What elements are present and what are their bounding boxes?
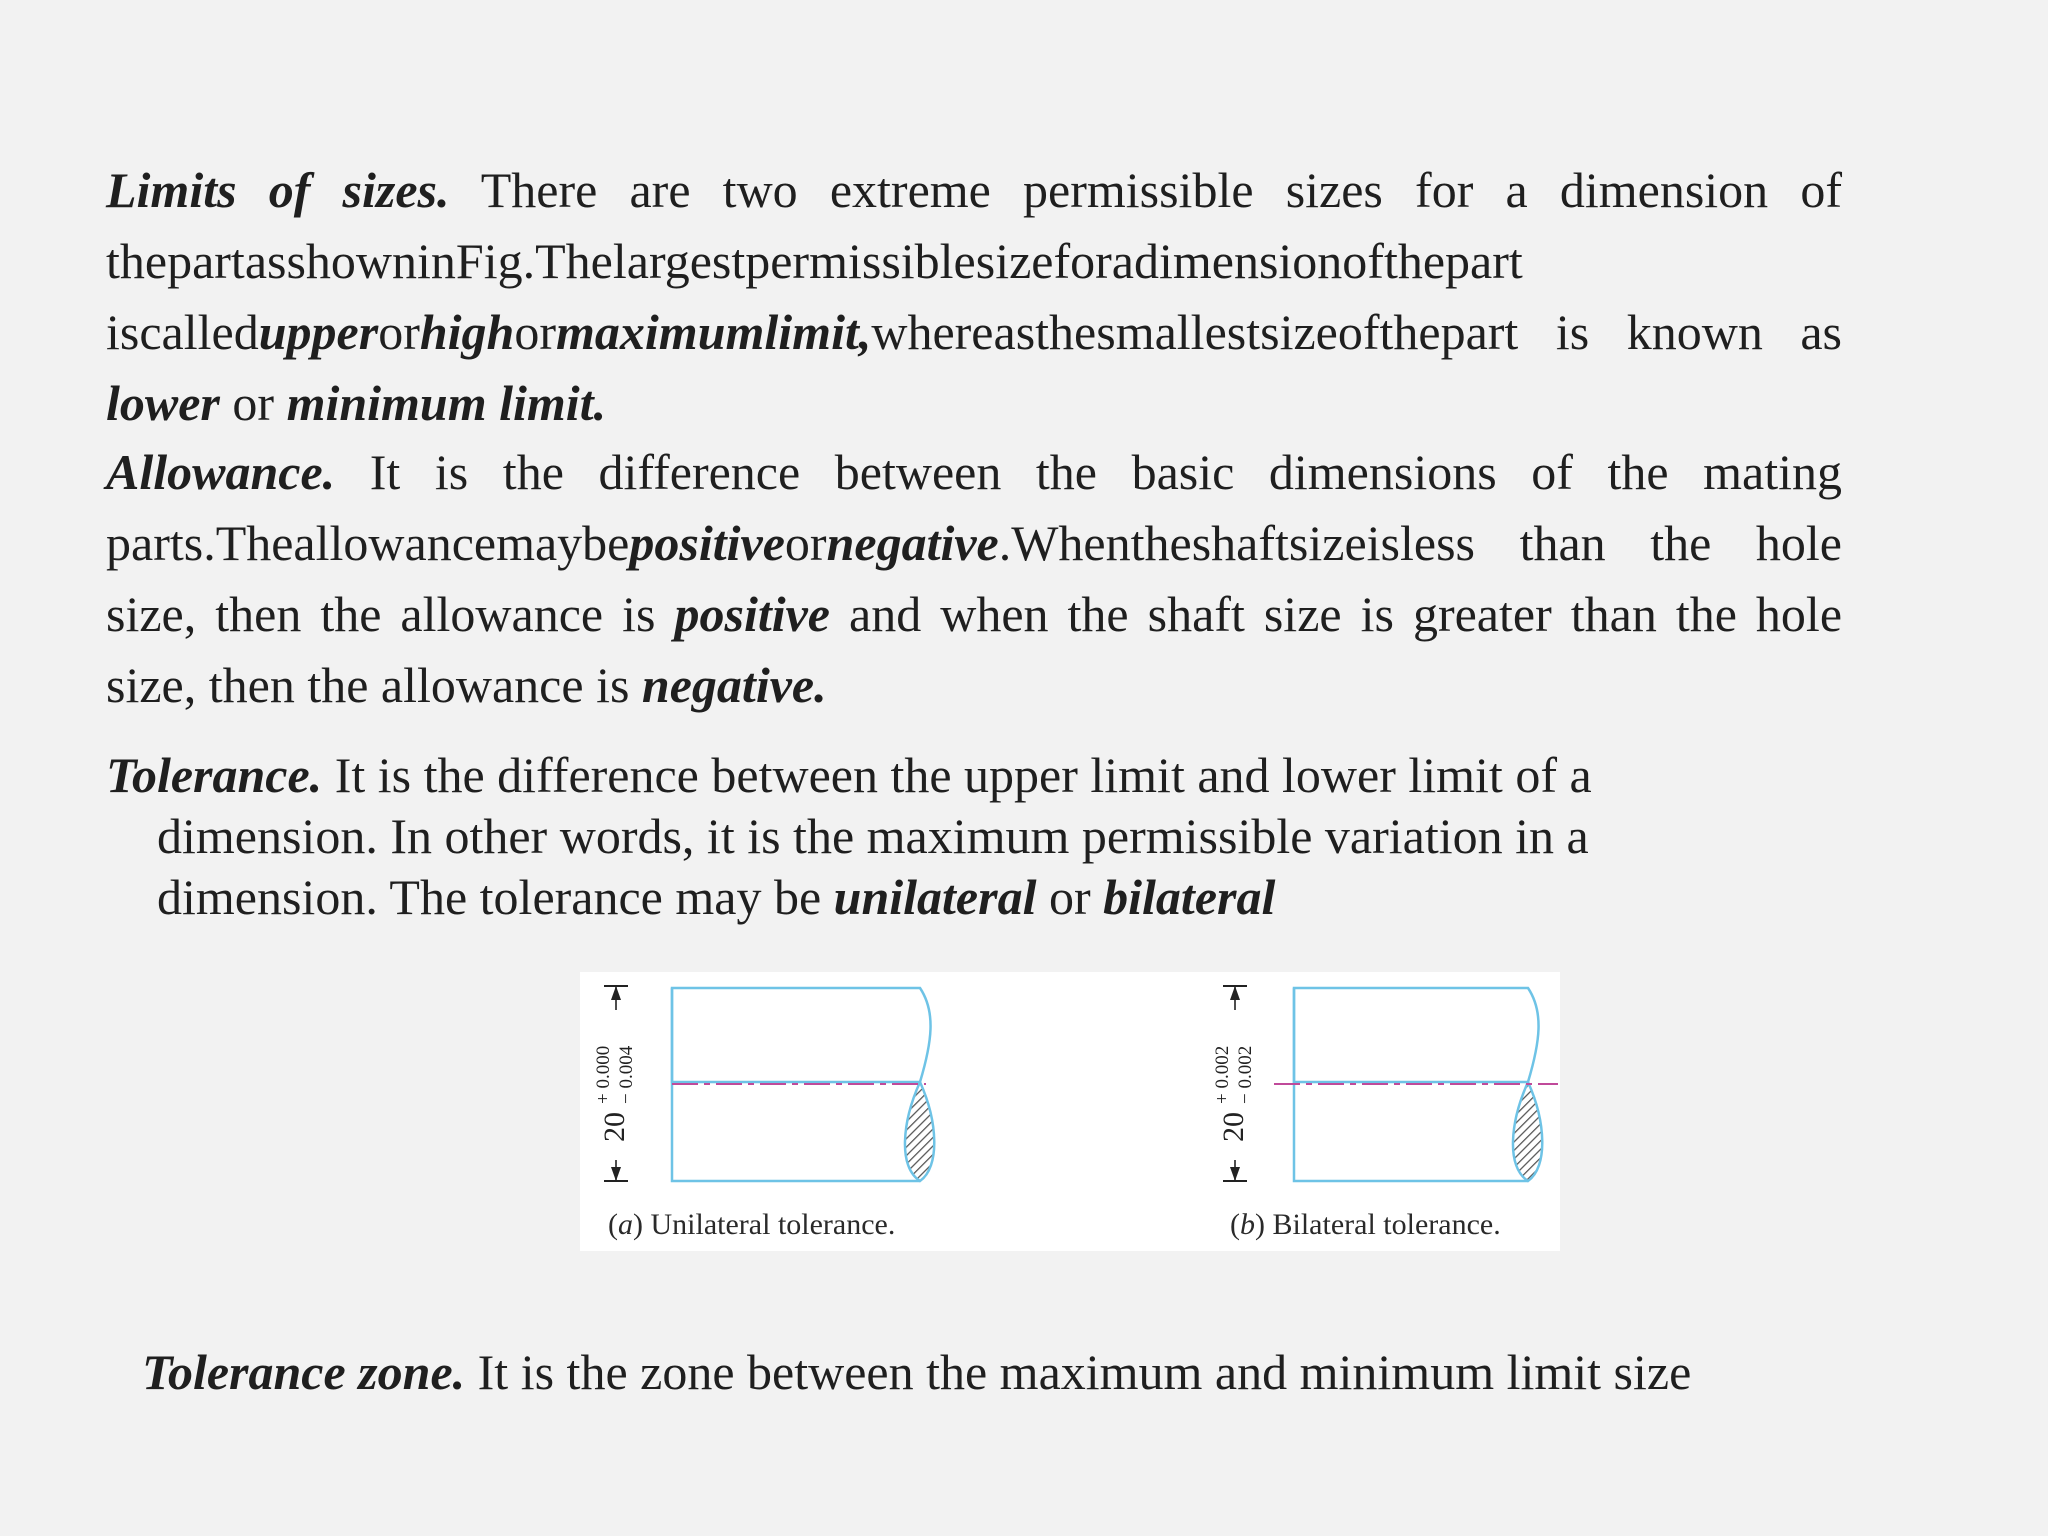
lower-term: lower <box>106 375 220 431</box>
allowance-text: and when the shaft size is greater than the hole <box>830 586 1843 642</box>
negative-term: negative. <box>641 657 827 713</box>
limits-line-4 <box>106 368 1842 439</box>
unilateral-term: unilateral <box>833 869 1037 925</box>
tolerance-zone-term: Tolerance zone. <box>142 1344 466 1400</box>
unilateral-diagram <box>593 986 934 1241</box>
dimension-upper: + 0.000 <box>593 1045 614 1104</box>
allowance-text: It is the difference between the basic dimensions of the mating <box>335 444 1842 500</box>
bilateral-diagram <box>1212 986 1558 1241</box>
allowance-text: .Whentheshaftsizeisless than the hole <box>998 515 1842 571</box>
tolerance-figure <box>580 972 1560 1251</box>
allowance-text: size, then the allowance is <box>106 657 642 713</box>
or-text: or <box>219 375 287 431</box>
shaft-upper-outline <box>1294 988 1539 1082</box>
arrow-down-icon <box>1230 1167 1240 1181</box>
allowance-line-1 <box>106 437 1842 508</box>
arrow-up-icon <box>1230 986 1240 1000</box>
or-text: or <box>1036 869 1104 925</box>
arrow-down-icon <box>611 1167 621 1181</box>
tolerance-line-2: dimension. In other words, it is the maximum permissible variation in a <box>157 808 1589 864</box>
allowance-line-2 <box>106 508 1842 579</box>
dimension-lower: − 0.004 <box>616 1045 637 1104</box>
hatched-section <box>905 1082 934 1181</box>
or-text: or <box>784 515 827 571</box>
limits-line-1-text: There are two extreme permissible sizes for a dimension of <box>449 162 1842 218</box>
tolerance-text: It is the difference between the upper limit and lower limit of a <box>322 747 1592 803</box>
allowance-line-4 <box>106 650 1842 721</box>
tolerance-text: dimension. The tolerance may be <box>157 869 834 925</box>
caption-bilateral: (b) Bilateral tolerance. <box>1230 1208 1501 1241</box>
limits-line-3 <box>106 297 1842 368</box>
dimension-lower: − 0.002 <box>1235 1045 1256 1104</box>
bilateral-term: bilateral <box>1103 869 1276 925</box>
high-term: high <box>419 304 515 360</box>
tolerance-diagram <box>580 972 1560 1251</box>
positive-term: positive <box>674 586 831 642</box>
hatched-section <box>1513 1082 1542 1181</box>
allowance-line-3 <box>106 579 1842 650</box>
limits-text: whereasthesmallestsizeofthepart is known as <box>871 304 1842 360</box>
or-text: or <box>514 304 557 360</box>
arrow-up-icon <box>611 986 621 1000</box>
caption-unilateral: (a) Unilateral tolerance. <box>608 1208 896 1241</box>
tolerance-zone-text: It is the zone between the maximum and minimum limit size <box>465 1344 1692 1400</box>
limits-term: Limits of sizes. <box>106 162 450 218</box>
limits-line-2: thepartasshowninFig.Thelargestpermissiblesizeforadimensionofthepart <box>106 233 1523 289</box>
limits-text: iscalled <box>106 304 259 360</box>
allowance-text: size, then the allowance is <box>106 586 675 642</box>
upper-term: upper <box>258 304 379 360</box>
tolerance-paragraph <box>106 745 1706 928</box>
shaft-upper-outline <box>672 988 931 1082</box>
or-text: or <box>378 304 420 360</box>
dimension-base: 20 <box>598 1112 631 1142</box>
positive-term: positive <box>629 515 785 571</box>
tolerance-zone-paragraph <box>142 1340 1691 1404</box>
tolerance-term: Tolerance. <box>106 747 323 803</box>
dimension-upper: + 0.002 <box>1212 1045 1233 1104</box>
limits-of-sizes-paragraph <box>106 155 1842 439</box>
minimum-limit-term: minimum limit. <box>286 375 607 431</box>
tolerance-line-1 <box>106 745 1706 806</box>
dimension-base: 20 <box>1217 1112 1250 1142</box>
allowance-text: parts.Theallowancemaybe <box>106 515 630 571</box>
allowance-term: Allowance. <box>106 444 336 500</box>
allowance-paragraph <box>106 437 1842 721</box>
negative-term: negative <box>826 515 999 571</box>
limits-line-1 <box>106 155 1842 226</box>
tolerance-line-3 <box>106 867 1706 928</box>
maximum-limit-term: maximumlimit, <box>556 304 872 360</box>
